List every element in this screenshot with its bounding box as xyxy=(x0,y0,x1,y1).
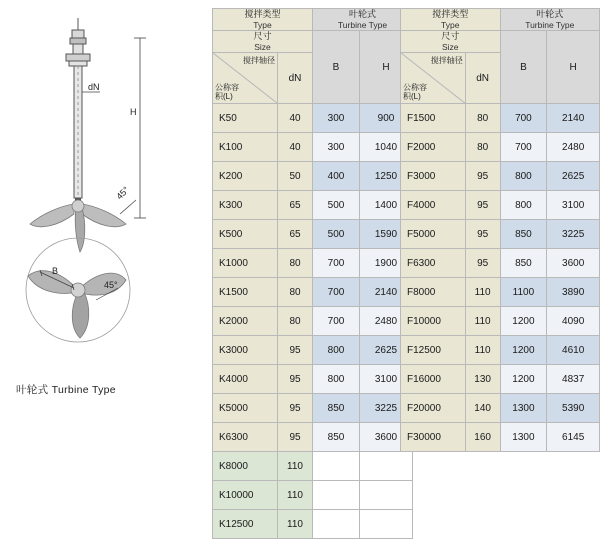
table-row xyxy=(213,365,413,394)
cell-dn: 80 xyxy=(465,104,500,133)
cell-name: F2000 xyxy=(401,133,466,162)
cell-h: 3100 xyxy=(547,191,600,220)
cell-name: F8000 xyxy=(401,278,466,307)
table-row xyxy=(213,191,413,220)
turbine-table-right-wrapper xyxy=(400,8,600,452)
cell-b: 300 xyxy=(313,104,360,133)
cell-name: F10000 xyxy=(401,307,466,336)
cell-dn: 110 xyxy=(465,278,500,307)
cell-dn: 160 xyxy=(465,423,500,452)
cell-b: 800 xyxy=(500,191,547,220)
cell-b: 1200 xyxy=(500,365,547,394)
table-row xyxy=(213,249,413,278)
cell-dn: 95 xyxy=(278,336,313,365)
table-row xyxy=(213,133,413,162)
cell-b: 300 xyxy=(313,133,360,162)
table-row xyxy=(401,249,600,278)
cell-b: 500 xyxy=(313,220,360,249)
illustration-caption: 叶轮式 Turbine Type xyxy=(16,384,116,396)
cell-dn: 95 xyxy=(465,191,500,220)
cell-h: 3600 xyxy=(360,423,413,452)
table-header xyxy=(213,9,413,104)
cell-h: 2480 xyxy=(547,133,600,162)
cell-b: 700 xyxy=(500,104,547,133)
turbine-table-left-wrapper xyxy=(212,8,413,539)
cell-h: 6145 xyxy=(547,423,600,452)
cell-h: 3225 xyxy=(360,394,413,423)
cell-name: K3000 xyxy=(213,336,278,365)
table-row xyxy=(213,104,413,133)
cell-dn: 65 xyxy=(278,220,313,249)
cell-b: 1200 xyxy=(500,307,547,336)
table-body-left xyxy=(213,104,413,539)
cell-name: K1000 xyxy=(213,249,278,278)
header-h: H xyxy=(547,31,600,104)
cell-dn: 80 xyxy=(278,278,313,307)
cell-b: 800 xyxy=(500,162,547,191)
cell-b: 700 xyxy=(500,133,547,162)
table-row xyxy=(213,162,413,191)
table-row xyxy=(401,104,600,133)
turbine-table-left xyxy=(212,8,413,539)
cell-name: F1500 xyxy=(401,104,466,133)
table-row xyxy=(401,394,600,423)
cell-b xyxy=(313,510,360,539)
cell-name: K12500 xyxy=(213,510,278,539)
header-size: 尺寸 Size xyxy=(401,31,501,53)
cell-h: 2625 xyxy=(547,162,600,191)
cell-h: 3225 xyxy=(547,220,600,249)
cell-h: 2480 xyxy=(360,307,413,336)
table-row xyxy=(401,307,600,336)
cell-h xyxy=(360,481,413,510)
cell-b: 1300 xyxy=(500,394,547,423)
cell-name: K8000 xyxy=(213,452,278,481)
cell-name: F16000 xyxy=(401,365,466,394)
cell-h xyxy=(360,452,413,481)
cell-b: 700 xyxy=(313,278,360,307)
cell-name: F12500 xyxy=(401,336,466,365)
table-row xyxy=(401,423,600,452)
cell-name: K300 xyxy=(213,191,278,220)
header-size: 尺寸 Size xyxy=(213,31,313,53)
label-angle-bottom: 45° xyxy=(104,280,118,290)
cell-dn: 95 xyxy=(278,394,313,423)
table-row xyxy=(401,191,600,220)
header-type: 搅拌类型 Type xyxy=(401,9,501,31)
table-row xyxy=(213,220,413,249)
table-row xyxy=(401,278,600,307)
header-b: B xyxy=(500,31,547,104)
cell-dn: 95 xyxy=(465,220,500,249)
table-row xyxy=(401,133,600,162)
label-angle-top: 45° xyxy=(114,184,132,202)
cell-dn: 95 xyxy=(465,249,500,278)
cell-dn: 110 xyxy=(278,481,313,510)
cell-dn: 65 xyxy=(278,191,313,220)
cell-b: 1100 xyxy=(500,278,547,307)
cell-name: K2000 xyxy=(213,307,278,336)
cell-name: F5000 xyxy=(401,220,466,249)
cell-h: 1900 xyxy=(360,249,413,278)
label-dn: dN xyxy=(88,82,100,92)
cell-b: 1200 xyxy=(500,336,547,365)
table-row xyxy=(213,336,413,365)
cell-name: F30000 xyxy=(401,423,466,452)
table-row xyxy=(213,278,413,307)
header-volume-shaft-corner: 搅拌轴径 公称容积(L) xyxy=(401,53,466,104)
cell-dn: 80 xyxy=(278,307,313,336)
cell-dn: 95 xyxy=(278,365,313,394)
header-b: B xyxy=(313,31,360,104)
cell-dn: 140 xyxy=(465,394,500,423)
cell-dn: 110 xyxy=(465,336,500,365)
cell-name: K100 xyxy=(213,133,278,162)
cell-name: K200 xyxy=(213,162,278,191)
cell-h: 5390 xyxy=(547,394,600,423)
cell-b: 1300 xyxy=(500,423,547,452)
cell-dn: 130 xyxy=(465,365,500,394)
cell-dn: 110 xyxy=(278,510,313,539)
table-header xyxy=(401,9,600,104)
cell-b: 800 xyxy=(313,336,360,365)
cell-name: K10000 xyxy=(213,481,278,510)
header-h: H xyxy=(360,31,413,104)
cell-h: 2625 xyxy=(360,336,413,365)
cell-dn: 40 xyxy=(278,104,313,133)
cell-name: K5000 xyxy=(213,394,278,423)
table-row xyxy=(213,481,413,510)
cell-b: 850 xyxy=(313,423,360,452)
cell-b: 800 xyxy=(313,365,360,394)
cell-h: 2140 xyxy=(360,278,413,307)
header-type: 搅拌类型 Type xyxy=(213,9,313,31)
cell-b: 850 xyxy=(500,249,547,278)
cell-b: 850 xyxy=(313,394,360,423)
cell-h: 1040 xyxy=(360,133,413,162)
cell-dn: 80 xyxy=(465,133,500,162)
table-row xyxy=(213,423,413,452)
cell-h: 900 xyxy=(360,104,413,133)
cell-dn: 110 xyxy=(465,307,500,336)
table-row xyxy=(401,365,600,394)
cell-dn: 110 xyxy=(278,452,313,481)
cell-b: 400 xyxy=(313,162,360,191)
cell-h: 4610 xyxy=(547,336,600,365)
cell-name: F3000 xyxy=(401,162,466,191)
table-row xyxy=(401,220,600,249)
cell-h xyxy=(360,510,413,539)
cell-name: K50 xyxy=(213,104,278,133)
cell-dn: 95 xyxy=(465,162,500,191)
turbine-drawing xyxy=(0,0,210,380)
cell-h: 4090 xyxy=(547,307,600,336)
header-volume-shaft-corner: 搅拌轴径 公称容积(L) xyxy=(213,53,278,104)
cell-b: 850 xyxy=(500,220,547,249)
cell-name: F4000 xyxy=(401,191,466,220)
cell-b: 500 xyxy=(313,191,360,220)
table-row xyxy=(213,510,413,539)
cell-dn: 50 xyxy=(278,162,313,191)
turbine-illustration xyxy=(0,0,210,457)
cell-h: 1250 xyxy=(360,162,413,191)
table-row xyxy=(213,452,413,481)
cell-h: 1400 xyxy=(360,191,413,220)
table-row xyxy=(401,336,600,365)
cell-dn: 95 xyxy=(278,423,313,452)
cell-name: K4000 xyxy=(213,365,278,394)
table-row xyxy=(213,394,413,423)
cell-name: K6300 xyxy=(213,423,278,452)
header-turbine: 叶轮式 Turbine Type xyxy=(313,9,413,31)
cell-h: 3100 xyxy=(360,365,413,394)
label-h: H xyxy=(130,107,137,117)
header-dn: dN xyxy=(465,53,500,104)
cell-h: 2140 xyxy=(547,104,600,133)
header-dn: dN xyxy=(278,53,313,104)
cell-name: K500 xyxy=(213,220,278,249)
header-turbine: 叶轮式 Turbine Type xyxy=(500,9,599,31)
cell-b: 700 xyxy=(313,307,360,336)
cell-dn: 80 xyxy=(278,249,313,278)
cell-b xyxy=(313,481,360,510)
cell-h: 3890 xyxy=(547,278,600,307)
turbine-table-right xyxy=(400,8,600,452)
cell-h: 1590 xyxy=(360,220,413,249)
table-row xyxy=(401,162,600,191)
cell-h: 4837 xyxy=(547,365,600,394)
cell-dn: 40 xyxy=(278,133,313,162)
cell-h: 3600 xyxy=(547,249,600,278)
table-body-right xyxy=(401,104,600,452)
cell-b xyxy=(313,452,360,481)
table-row xyxy=(213,307,413,336)
cell-b: 700 xyxy=(313,249,360,278)
cell-name: K1500 xyxy=(213,278,278,307)
label-b: B xyxy=(52,266,59,276)
cell-name: F20000 xyxy=(401,394,466,423)
cell-name: F6300 xyxy=(401,249,466,278)
